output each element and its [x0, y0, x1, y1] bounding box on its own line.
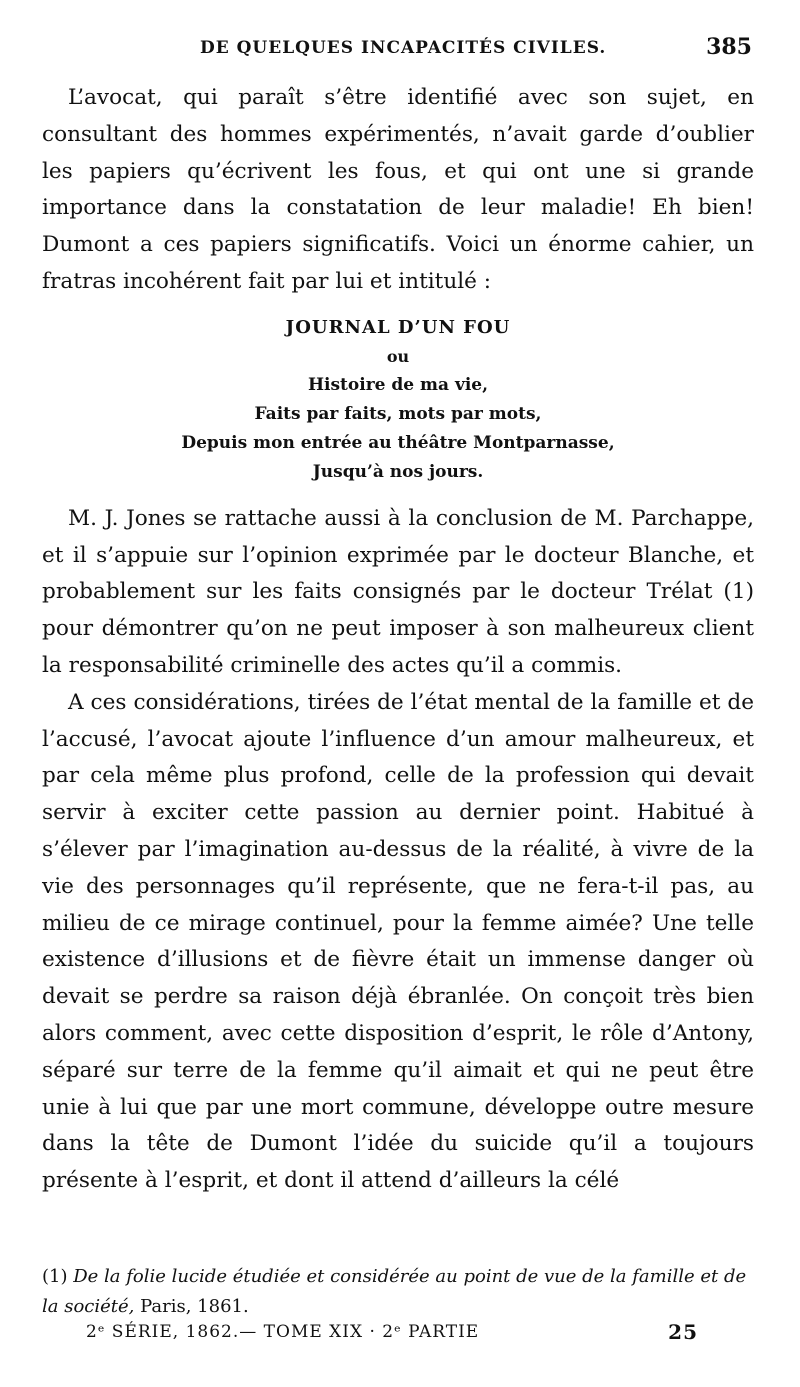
body-text — [42, 80, 754, 1200]
poem-line: ou — [386, 346, 410, 366]
footnote-place: Paris, 1861. — [140, 1296, 249, 1317]
footnote-title: De la folie lucide étudiée et considérée au point de vue de la famille et de la société, — [42, 1266, 747, 1317]
paragraph-2: M. J. Jones se rattache aussi à la conclusion de M. Parchappe, et il s’appuie sur l’opinion exprimée par le docteur Blanche, et probablement sur les faits consignés par le docteur Trélat (1) pour démontrer qu’on ne peut imposer à son malheureux client la responsabilité criminelle des actes qu’il a commis. — [42, 505, 754, 678]
page-number: 385 — [706, 34, 752, 60]
poem-line: Faits par faits, mots par mots, — [254, 403, 542, 424]
poem-line: Histoire de ma vie, — [307, 374, 489, 395]
paragraph-1: L’avocat, qui paraît s’être identifié avec son sujet, en consultant des hommes expérimentés, n’avait garde d’oublier les papiers qu’écrivent les fous, et qui ont une si grande importance dans la constatation de leur maladie! Eh bien! Dumont a ces papiers significatifs. Voici un énorme cahier, un fratras incohérent fait par lui et intitulé : — [42, 85, 754, 294]
running-head — [0, 34, 800, 68]
poem-title: JOURNAL D’UN FOU — [285, 316, 511, 338]
poem-line: Jusqu’à nos jours. — [312, 461, 484, 482]
paragraph-3: A ces considérations, tirées de l’état mental de la famille et de l’accusé, l’avocat ajoute l’influence d’un amour malheureux, et par cela même plus profond, celle de la profession qui devait servir à exciter cette passion au dernier point. Habitué à s’élever par l’imagination au-dessus de la réalité, à vivre de la vie des personnages qu’il représente, que ne fera-t-il pas, au milieu de ce mirage continuel, pour la femme aimée? Une telle existence d’illusions et de fièvre était un immense danger où devait se perdre sa raison déjà ébranlée. On conçoit très bien alors comment, avec cette disposition d’esprit, le rôle d’Antony, séparé sur terre de la femme qu’il aimait et qui ne peut être unie à lui que par une mort commune, développe outre mesure dans la tête de Dumont l’idée du suicide qu’il a toujours présente à l’esprit, et dont il attend d’ailleurs la célé — [42, 689, 754, 1194]
footnote — [42, 1262, 754, 1322]
poem-block — [42, 313, 754, 487]
signature-series: 2ᵉ SÉRIE, 1862.— TOME XIX · 2ᵉ PARTIE — [86, 1322, 480, 1342]
footnote-marker: (1) — [42, 1266, 74, 1287]
running-title: DE QUELQUES INCAPACITÉS CIVILES. — [200, 38, 607, 58]
poem-line: Depuis mon entrée au théâtre Montparnasse, — [181, 432, 615, 453]
signature-number: 25 — [668, 1320, 698, 1344]
